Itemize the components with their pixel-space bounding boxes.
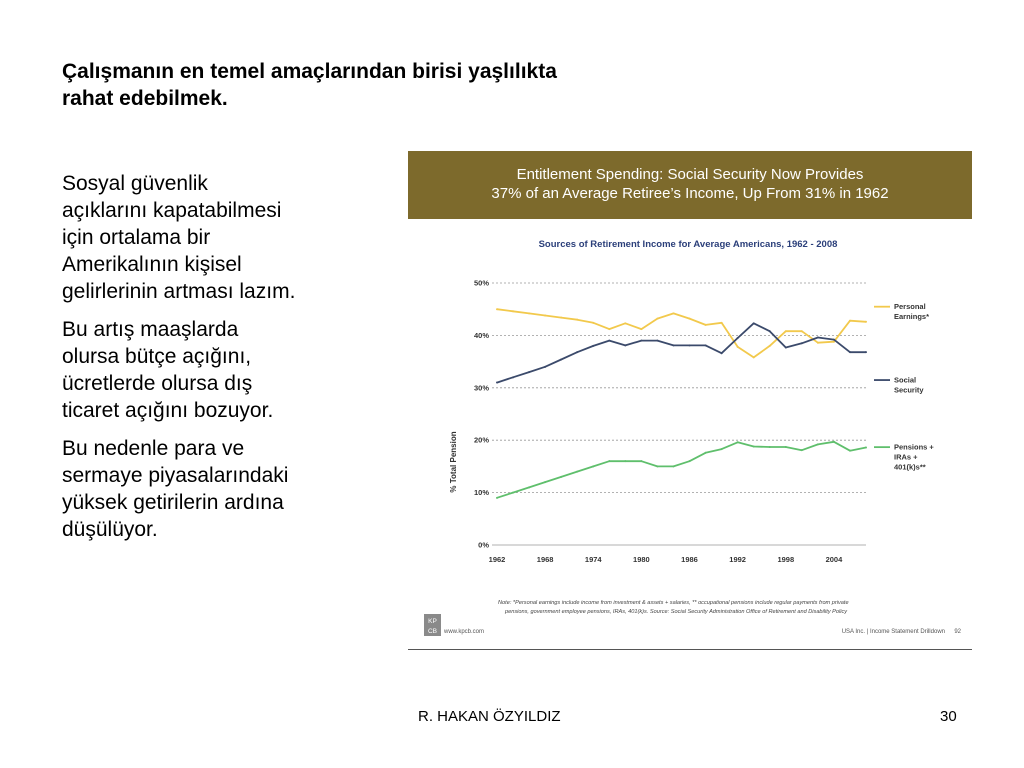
data-point [544, 366, 546, 368]
bullet-line: gelirlerinin artması lazım. [62, 280, 296, 303]
bullet-line: Bu artış maaşlarda [62, 318, 239, 341]
bullet-list [62, 170, 392, 554]
footer-author: R. HAKAN ÖZYILDIZ [418, 708, 561, 725]
chart-note-line-2: pensions, government employee pensions, IRAs, 401(k)s. Source: Social Security Administration Office of Retirement and Disability Policy [505, 609, 848, 615]
legend-label: 401(k)s** [894, 462, 926, 472]
bullet-line: düşülüyor. [62, 518, 158, 541]
data-point [640, 328, 642, 330]
svg-text:KP: KP [428, 618, 437, 625]
x-tick-label: 1962 [488, 555, 506, 564]
data-point [785, 446, 787, 448]
data-point [737, 337, 739, 339]
legend-label: IRAs + [894, 452, 918, 462]
data-point [672, 344, 674, 346]
legend-label: Security [894, 385, 924, 395]
banner-line-1: Entitlement Spending: Social Security Now Provides [516, 166, 864, 183]
data-point [769, 446, 771, 448]
data-point [689, 344, 691, 346]
data-point [640, 340, 642, 342]
y-tick-label: 10% [473, 488, 489, 498]
bullet-line: ticaret açığını bozuyor. [62, 399, 274, 422]
data-point [849, 351, 851, 353]
chart-panel [408, 151, 972, 650]
legend-label: Earnings* [894, 312, 930, 322]
legend [874, 302, 934, 471]
gridlines [492, 283, 866, 545]
banner-line-2: 37% of an Average Retiree’s Income, Up From 31% in 1962 [491, 185, 889, 202]
slide-title-line-1: Çalışmanın en temel amaçlarından birisi yaşlılıkta [62, 60, 557, 83]
panel-bottom-rule [408, 649, 972, 650]
bullet-item [62, 435, 392, 543]
data-point [656, 340, 658, 342]
data-point [721, 448, 723, 450]
data-series [496, 308, 867, 499]
data-point [705, 344, 707, 346]
kpcb-logo [424, 614, 441, 636]
data-point [624, 322, 626, 324]
y-axis-ticks [474, 279, 489, 550]
data-point [592, 465, 594, 467]
data-point [576, 471, 578, 473]
data-point [496, 382, 498, 384]
data-point [528, 486, 530, 488]
data-point [753, 445, 755, 447]
data-point [689, 460, 691, 462]
x-tick-label: 1992 [729, 555, 746, 564]
data-point [576, 319, 578, 321]
x-tick-label: 1986 [681, 555, 698, 564]
data-point [865, 447, 867, 449]
data-point [753, 322, 755, 324]
x-tick-label: 1968 [536, 555, 554, 564]
data-point [512, 376, 514, 378]
source-url: www.kpcb.com [444, 629, 485, 635]
slide-title [62, 58, 762, 112]
bullet-line: yüksek getirilerin ardına [62, 491, 284, 514]
data-point [608, 340, 610, 342]
bullet-item [62, 170, 392, 305]
data-point [592, 345, 594, 347]
svg-text:CB: CB [427, 628, 438, 635]
data-point [576, 351, 578, 353]
data-point [721, 352, 723, 354]
data-point [865, 321, 867, 323]
data-point [544, 481, 546, 483]
data-point [785, 330, 787, 332]
data-point [656, 318, 658, 320]
data-point [769, 345, 771, 347]
data-point [833, 441, 835, 443]
legend-label: Pensions + [894, 442, 934, 452]
data-point [849, 450, 851, 452]
data-point [656, 465, 658, 467]
source-right: USA Inc. | Income Statement Drilldown [841, 629, 945, 635]
data-point [721, 322, 723, 324]
chart-title: Sources of Retirement Income for Average Americans, 1962 - 2008 [538, 239, 838, 250]
series-line-3 [497, 442, 866, 498]
data-point [528, 371, 530, 373]
data-point [624, 344, 626, 346]
bullet-line: açıklarını kapatabilmesi [62, 199, 282, 222]
chart-note-line-1: Note: *Personal earnings include income from investment & assets + salaries, ** occupational pensions include regular payments from private [498, 600, 849, 606]
slide-title-line-2: rahat edebilmek. [62, 87, 228, 110]
data-point [512, 310, 514, 312]
y-axis-label: % Total Pension [449, 431, 458, 493]
bullet-line: ücretlerde olursa dış [62, 372, 253, 395]
data-point [512, 492, 514, 494]
data-point [753, 356, 755, 358]
data-point [737, 441, 739, 443]
data-point [560, 317, 562, 319]
data-point [608, 328, 610, 330]
data-point [592, 322, 594, 324]
data-point [817, 336, 819, 338]
y-tick-label: 0% [478, 540, 489, 550]
legend-label: Personal [894, 302, 926, 312]
data-point [817, 443, 819, 445]
data-point [801, 449, 803, 451]
data-point [560, 359, 562, 361]
data-point [608, 460, 610, 462]
x-axis-ticks [489, 555, 843, 564]
y-tick-label: 50% [473, 278, 489, 288]
series-line-1 [497, 309, 866, 357]
data-point [785, 346, 787, 348]
bullet-line: Sosyal güvenlik [62, 172, 208, 195]
y-tick-label: 40% [473, 330, 489, 340]
x-tick-label: 1974 [584, 555, 602, 564]
data-point [705, 452, 707, 454]
bullet-line: Bu nedenle para ve [62, 437, 245, 460]
data-point [640, 460, 642, 462]
data-point [833, 339, 835, 341]
page-number: 30 [940, 708, 957, 725]
data-point [560, 476, 562, 478]
bullet-line: için ortalama bir [62, 226, 211, 249]
bullet-item [62, 316, 392, 424]
data-point [705, 324, 707, 326]
data-point [817, 342, 819, 344]
x-tick-label: 1998 [777, 555, 795, 564]
data-point [528, 312, 530, 314]
data-point [672, 465, 674, 467]
chart-banner [408, 151, 972, 219]
data-point [544, 314, 546, 316]
data-point [737, 346, 739, 348]
data-point [624, 460, 626, 462]
source-page: 92 [954, 629, 961, 635]
bullet-line: Amerikalının kişisel [62, 253, 242, 276]
data-point [769, 330, 771, 332]
bullet-line: olursa bütçe açığını, [62, 345, 252, 368]
legend-label: Social [894, 375, 917, 385]
data-point [496, 308, 498, 310]
data-point [865, 351, 867, 353]
data-point [672, 312, 674, 314]
data-point [689, 318, 691, 320]
x-tick-label: 1980 [633, 555, 650, 564]
y-tick-label: 30% [473, 383, 489, 393]
data-point [801, 330, 803, 332]
y-tick-label: 20% [473, 435, 489, 445]
data-point [849, 320, 851, 322]
line-chart [408, 219, 972, 649]
data-point [801, 342, 803, 344]
bullet-line: sermaye piyasalarındaki [62, 464, 289, 487]
data-point [496, 497, 498, 499]
x-tick-label: 2004 [825, 555, 843, 564]
series-line-2 [497, 323, 866, 382]
